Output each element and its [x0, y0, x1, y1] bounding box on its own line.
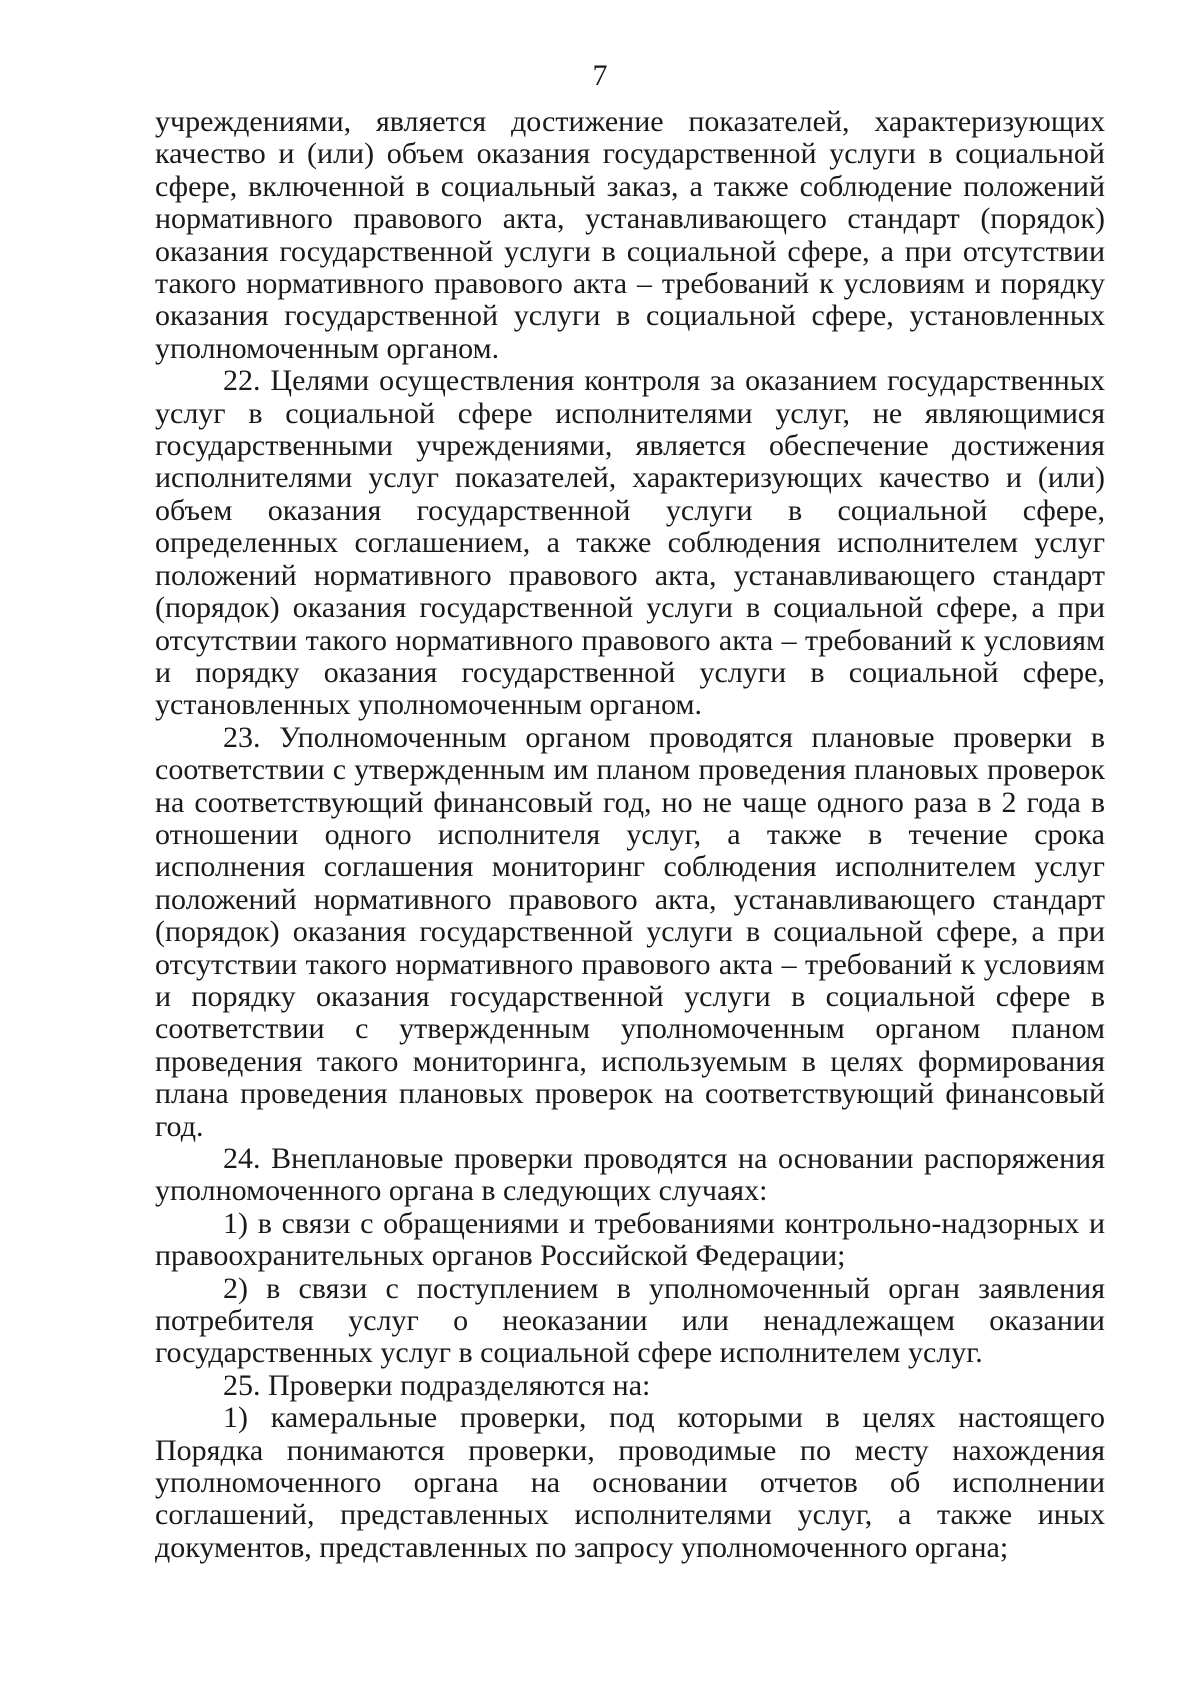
paragraph-item-24: 24. Внеплановые проверки проводятся на основании распоряжения уполномоченного органа в следующих случаях:	[155, 1142, 1105, 1208]
paragraph-item-22: 22. Целями осуществления контроля за оказанием государственных услуг в социальной сфере исполнителями услуг, не являющимися государственными учреждениями, является обеспечение достижения исполнителями услуг показателей, характеризующих качество и (или) объем оказания государственной услуги в социальной сфере, определенных соглашением, а также соблюдения исполнителем услуг положений нормативного правового акта, устанавливающего стандарт (порядок) оказания государственной услуги в социальной сфере, а при отсутствии такого нормативного правового акта – требований к условиям и порядку оказания государственной услуги в социальной сфере, установленных уполномоченным органом.	[155, 364, 1105, 722]
page-number: 7	[592, 59, 608, 92]
paragraph-item-23: 23. Уполномоченным органом проводятся плановые проверки в соответствии с утвержденным им планом проведения плановых проверок на соответствующий финансовый год, но не чаще одного раза в 2 года в отношении одного исполнителя услуг, а также в течение срока исполнения соглашения мониторинг соблюдения исполнителем услуг положений нормативного правового акта, устанавливающего стандарт (порядок) оказания государственной услуги в социальной сфере, а при отсутствии такого нормативного правового акта – требований к условиям и порядку оказания государственной услуги в социальной сфере в соответствии с утвержденным уполномоченным органом планом проведения такого мониторинга, используемым в целях формирования плана проведения плановых проверок на соответствующий финансовый год.	[155, 720, 1105, 1143]
paragraph-subitem-24-2: 2) в связи с поступлением в уполномоченный орган заявления потребителя услуг о неоказании или ненадлежащем оказании государственных услуг в социальной сфере исполнителем услуг.	[155, 1271, 1105, 1370]
paragraph-continuation: учреждениями, является достижение показателей, характеризующих качество и (или) объем оказания государственной услуги в социальной сфере, включенной в социальный заказ, а также соблюдение положений нормативного правового акта, устанавливающего стандарт (порядок) оказания государственной услуги в социальной сфере, а при отсутствии такого нормативного правового акта – требований к условиям и порядку оказания государственной услуги в социальной сфере, установленных уполномоченным органом.	[155, 105, 1105, 365]
paragraph-subitem-25-1: 1) камеральные проверки, под которыми в целях настоящего Порядка понимаются проверки, проводимые по месту нахождения уполномоченного органа на основании отчетов об исполнении соглашений, представленных исполнителями услуг, а также иных документов, представленных по запросу уполномоченного органа;	[155, 1401, 1105, 1564]
paragraph-subitem-24-1: 1) в связи с обращениями и требованиями контрольно-надзорных и правоохранительных органов Российской Федерации;	[155, 1206, 1105, 1273]
document-body	[155, 106, 1105, 1564]
paragraph-item-25: 25. Проверки подразделяются на:	[223, 1368, 651, 1402]
